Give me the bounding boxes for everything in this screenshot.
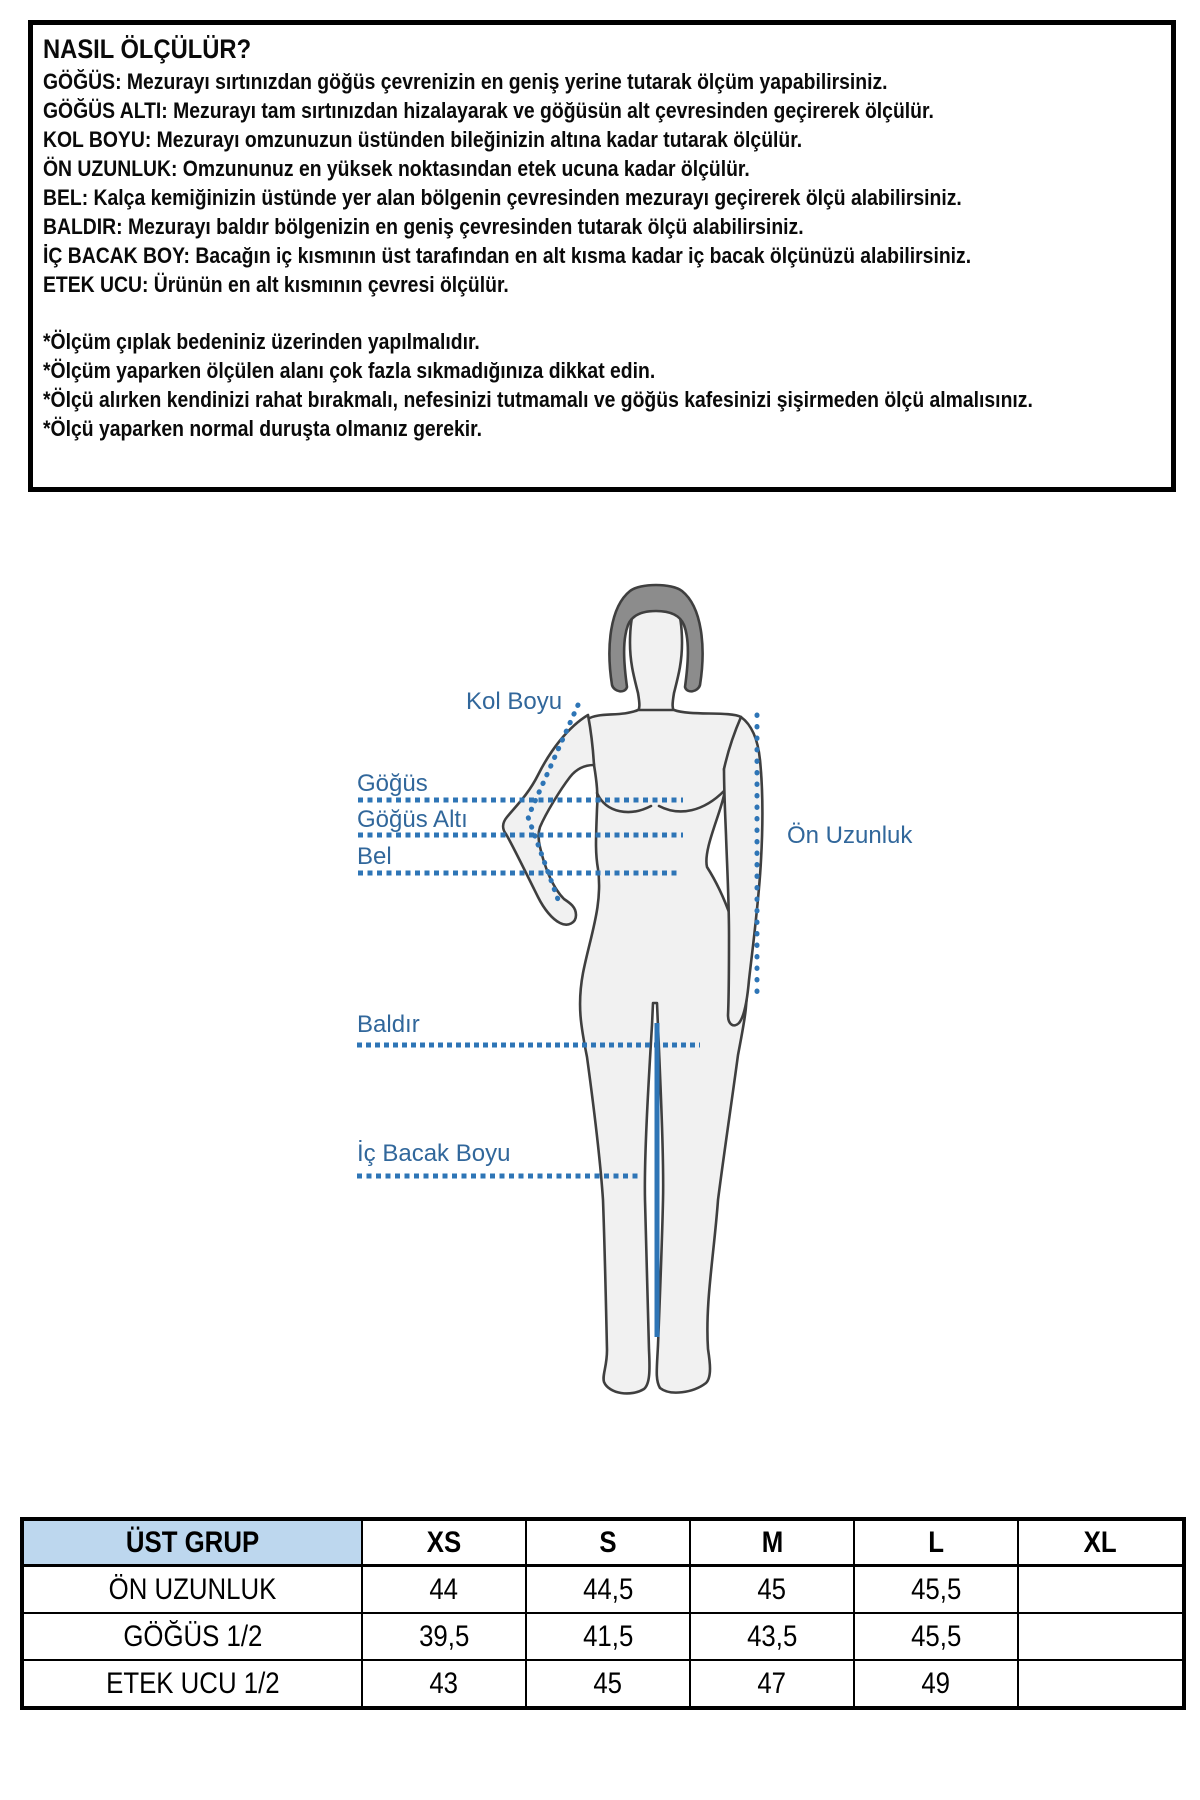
label-on-uzunluk: Ön Uzunluk	[787, 822, 913, 849]
label-bel: Bel	[357, 843, 392, 870]
instruction-line: KOL BOYU: Mezurayı omzunuzun üstünden bileğinizin altına kadar tutarak ölçülür.	[43, 127, 803, 152]
label-gogus: Göğüs	[357, 770, 428, 797]
label-baldir: Baldır	[357, 1011, 420, 1038]
measurement-value: 49	[854, 1660, 1018, 1708]
instruction-line: GÖĞÜS: Mezurayı sırtınızdan göğüs çevrenizin en geniş yerine tutarak ölçüm yapabilirsiniz.	[43, 69, 888, 94]
female-figure-illustration	[300, 555, 960, 1415]
measurement-value: 44	[362, 1566, 526, 1614]
measurement-value	[1018, 1566, 1184, 1614]
note-line: *Ölçü yaparken normal duruşta olmanız gerekir.	[43, 416, 482, 441]
size-column-header: XS	[362, 1519, 526, 1566]
instruction-line: ETEK UCU: Ürünün en alt kısmının çevresi ölçülür.	[43, 272, 509, 297]
measurement-value: 47	[690, 1660, 854, 1708]
size-column-header: XL	[1018, 1519, 1184, 1566]
size-chart-group-header: ÜST GRUP	[22, 1519, 362, 1566]
note-line: *Ölçüm yaparken ölçülen alanı çok fazla sıkmadığınıza dikkat edin.	[43, 358, 656, 383]
measurement-value	[1018, 1660, 1184, 1708]
measurement-value: 45,5	[854, 1566, 1018, 1614]
measurement-row-label: ÖN UZUNLUK	[22, 1566, 362, 1614]
measurement-instructions-box	[28, 20, 1176, 492]
instructions-title: NASIL ÖLÇÜLÜR?	[43, 34, 252, 64]
size-column-header: M	[690, 1519, 854, 1566]
instruction-line: BALDIR: Mezurayı baldır bölgenizin en geniş çevresinden tutarak ölçü alabilirsiniz.	[43, 214, 804, 239]
figure-left-arm	[503, 715, 594, 925]
body-measurement-diagram	[300, 555, 960, 1415]
measurement-row-label: ETEK UCU 1/2	[22, 1660, 362, 1708]
measurement-value: 43	[362, 1660, 526, 1708]
size-chart-header-row	[22, 1519, 1184, 1566]
table-row	[22, 1613, 1184, 1660]
measurement-value: 45	[526, 1660, 690, 1708]
table-row	[22, 1566, 1184, 1614]
measurement-notes	[43, 327, 1171, 443]
measurement-value: 45	[690, 1566, 854, 1614]
table-row	[22, 1660, 1184, 1708]
size-chart-table	[20, 1517, 1186, 1710]
instruction-line: BEL: Kalça kemiğinizin üstünde yer alan bölgenin çevresinden mezurayı geçirerek ölçü alabilirsiniz.	[43, 185, 962, 210]
label-ic-bacak-boyu: İç Bacak Boyu	[357, 1140, 511, 1167]
instruction-line: ÖN UZUNLUK: Omzununuz en yüksek noktasından etek ucuna kadar ölçülür.	[43, 156, 750, 181]
measurement-value: 45,5	[854, 1613, 1018, 1660]
instruction-line: GÖĞÜS ALTI: Mezurayı tam sırtınızdan hizalayarak ve göğüsün alt çevresinden geçirerek ölçülür.	[43, 98, 934, 123]
note-line: *Ölçü alırken kendinizi rahat bırakmalı, nefesinizi tutmamalı ve göğüs kafesinizi şişirmeden ölçü almalısınız.	[43, 387, 1033, 412]
figure-torso-legs	[580, 710, 747, 1393]
measurement-value: 39,5	[362, 1613, 526, 1660]
label-gogus-alti: Göğüs Altı	[357, 806, 468, 833]
measurement-value: 41,5	[526, 1613, 690, 1660]
label-kol-boyu: Kol Boyu	[466, 688, 563, 715]
measurement-value	[1018, 1613, 1184, 1660]
size-column-header: L	[854, 1519, 1018, 1566]
measurement-value: 43,5	[690, 1613, 854, 1660]
measurement-value: 44,5	[526, 1566, 690, 1614]
size-column-header: S	[526, 1519, 690, 1566]
measurement-row-label: GÖĞÜS 1/2	[22, 1613, 362, 1660]
instruction-line: İÇ BACAK BOY: Bacağın iç kısmının üst tarafından en alt kısma kadar iç bacak ölçünüzü alabilirsiniz.	[43, 243, 972, 268]
note-line: *Ölçüm çıplak bedeniniz üzerinden yapılmalıdır.	[43, 329, 480, 354]
